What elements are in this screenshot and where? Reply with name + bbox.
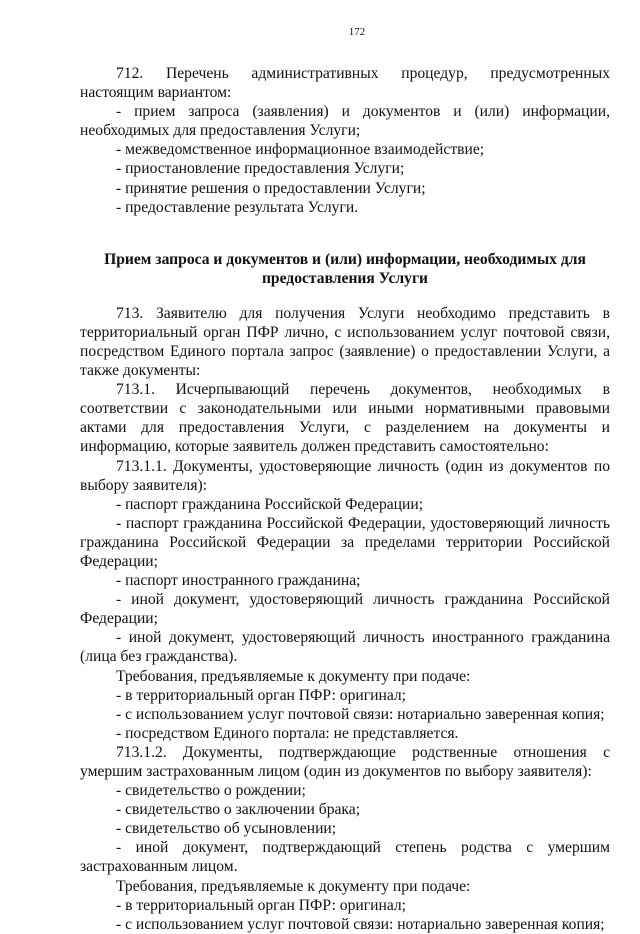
list-item: - в территориальный орган ПФР: оригинал; <box>116 896 407 914</box>
paragraph-713-1-2: 713.1.2. Документы, подтверждающие родственные отношения с умершим застрахованным лицом (один из документов по выбору заявителя): <box>80 743 610 780</box>
list-item: - приостановление предоставления Услуги; <box>116 160 405 178</box>
list-item: - предоставление результата Услуги. <box>116 198 359 216</box>
paragraph-713-1: 713.1. Исчерпывающий перечень документов, необходимых в соответствии с законодательными или иными нормативными правовыми актами для предоставления Услуги, с разделением на документы и информацию, которые заявитель должен представить самостоятельно: <box>80 381 610 456</box>
list-item: - прием запроса (заявления) и документов и (или) информации, необходимых для предоставления Услуги; <box>80 103 610 140</box>
list-item: - иной документ, удостоверяющий личность гражданина Российской Федерации; <box>80 591 610 628</box>
requirements-label: Требования, предъявляемые к документу при подаче: <box>116 877 471 895</box>
list-item: - свидетельство об усыновлении; <box>116 820 337 838</box>
list-item: - иной документ, подтверждающий степень родства с умершим застрахованным лицом. <box>80 839 610 876</box>
list-item: - свидетельство о заключении брака; <box>116 801 361 819</box>
paragraph-713-1-1: 713.1.1. Документы, удостоверяющие личность (один из документов по выбору заявителя): <box>80 457 610 494</box>
page-number: 172 <box>348 26 366 38</box>
requirements-label: Требования, предъявляемые к документу при подаче: <box>116 667 471 685</box>
paragraph-712: 712. Перечень административных процедур, предусмотренных настоящим вариантом: <box>80 65 610 102</box>
list-item: - посредством Единого портала: не представляется. <box>116 724 459 742</box>
list-item: - в территориальный орган ПФР: оригинал; <box>116 686 407 704</box>
list-item: - с использованием услуг почтовой связи: нотариально заверенная копия; <box>116 915 605 933</box>
list-item: - с использованием услуг почтовой связи: нотариально заверенная копия; <box>116 705 605 723</box>
list-item: - принятие решения о предоставлении Услуги; <box>116 179 426 197</box>
list-item: - свидетельство о рождении; <box>116 782 306 800</box>
list-item: - паспорт гражданина Российской Федерации; <box>116 495 424 513</box>
section-heading: Прием запроса и документов и (или) информации, необходимых для предоставления Услуги <box>104 250 586 288</box>
procedures-section <box>80 64 610 217</box>
list-item: - иной документ, удостоверяющий личность иностранного гражданина (лица без гражданства). <box>80 629 610 666</box>
list-item: - межведомственное информационное взаимодействие; <box>116 141 485 159</box>
paragraph-713: 713. Заявителю для получения Услуги необходимо представить в территориальный орган ПФР лично, с использованием услуг почтовой связи, посредством Единого портала запрос (заявление) о предоставлении Услуги, а также документы: <box>80 304 610 380</box>
list-item: - паспорт гражданина Российской Федерации, удостоверяющий личность гражданина Российской Федерации за пределами территории Российской Федерации; <box>80 514 610 570</box>
list-item: - паспорт иностранного гражданина; <box>116 572 361 590</box>
documents-section <box>80 304 610 934</box>
